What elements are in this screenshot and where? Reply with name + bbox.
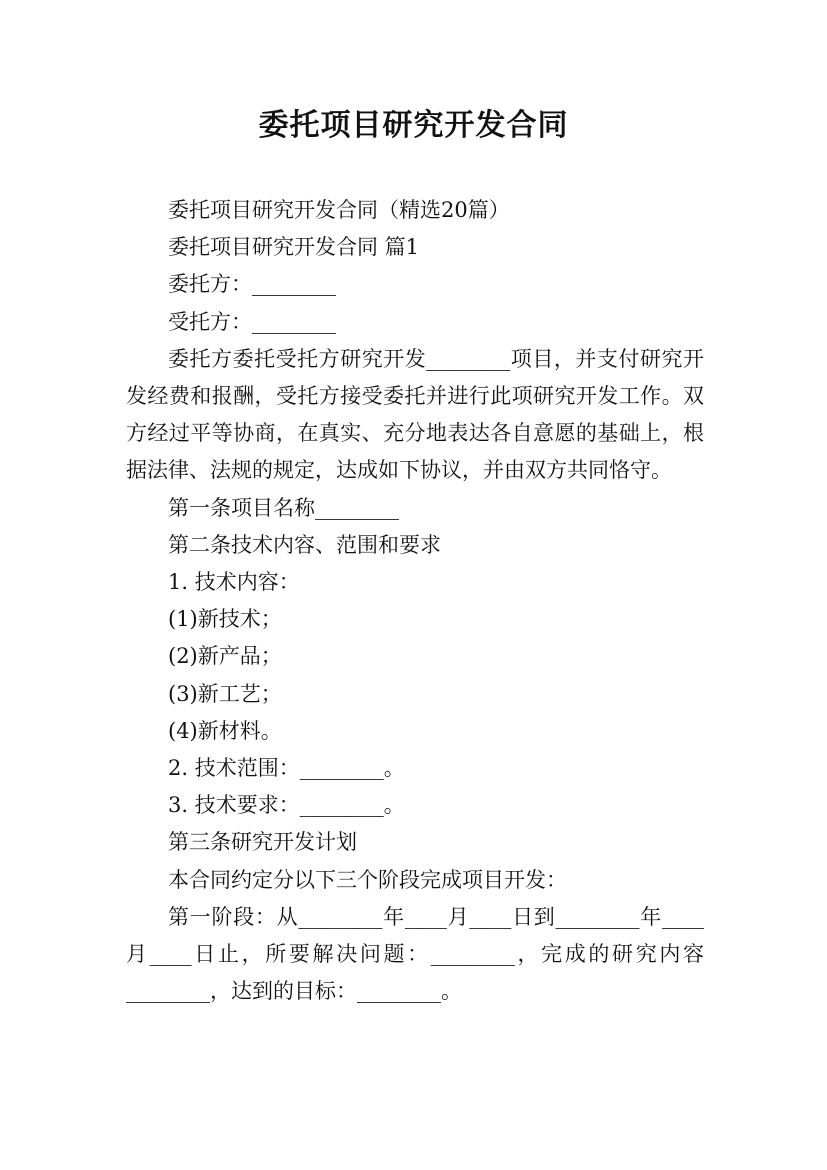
list-item-new-material: (4)新材料。	[168, 718, 282, 743]
paragraph-client: 委托方：________	[168, 272, 336, 297]
paragraph-contractor: 受托方：________	[168, 309, 336, 334]
article-2-heading: 第二条技术内容、范围和要求	[168, 532, 441, 557]
list-item-technical-content: 1. 技术内容：	[168, 570, 300, 595]
list-item-new-technology: (1)新技术；	[168, 607, 282, 632]
paragraph-part-heading: 委托项目研究开发合同 篇1	[168, 235, 420, 260]
list-item-technical-scope: 2. 技术范围：________。	[168, 756, 405, 781]
list-item-technical-requirements: 3. 技术要求：________。	[168, 793, 405, 818]
document-body	[126, 192, 704, 1010]
paragraph-stage-1: 第一阶段：从________年____月____日到________年____月____日止，所要解决问题：________，完成的研究内容________，达到的目标：________。	[126, 904, 704, 1004]
paragraph-stages-intro: 本合同约定分以下三个阶段完成项目开发：	[168, 867, 567, 892]
article-1-heading: 第一条项目名称________	[168, 495, 399, 520]
document-title: 委托项目研究开发合同	[258, 108, 569, 143]
article-3-heading: 第三条研究开发计划	[168, 830, 357, 855]
paragraph-subtitle: 委托项目研究开发合同（精选20篇）	[168, 198, 510, 222]
list-item-new-process: (3)新工艺；	[168, 681, 282, 706]
paragraph-preamble: 委托方委托受托方研究开发________项目，并支付研究开发经费和报酬，受托方接受委托并进行此项研究开发工作。双方经过平等协商，在真实、充分地表达各自意愿的基础上，根据法律、法规的规定，达成如下协议，并由双方共同恪守。	[126, 346, 704, 483]
list-item-new-product: (2)新产品；	[168, 644, 282, 669]
